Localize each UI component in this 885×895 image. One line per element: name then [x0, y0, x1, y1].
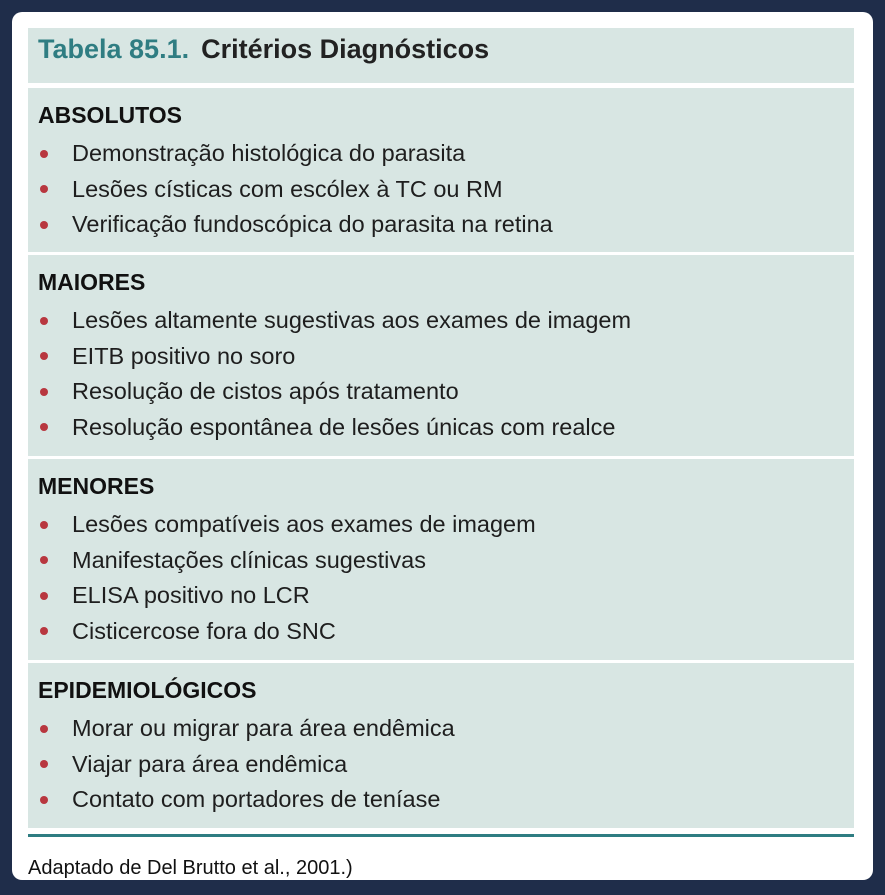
list-item	[38, 303, 854, 339]
bullet-icon	[40, 725, 48, 733]
list-item	[38, 747, 854, 783]
bullet-icon	[40, 760, 48, 768]
list-item-text: Viajar para área endêmica	[72, 750, 348, 777]
list-item-text: Demonstração histológica do parasita	[72, 140, 466, 167]
criteria-table	[28, 28, 854, 837]
table-number: Tabela 85.1.	[38, 34, 190, 64]
list-item	[38, 711, 854, 747]
table-bottom-rule	[28, 834, 854, 837]
list-item	[38, 136, 854, 172]
list-item	[38, 172, 854, 208]
section-heading: ABSOLUTOS	[38, 102, 182, 128]
list-item	[38, 614, 854, 650]
list-item	[38, 578, 854, 614]
list-item-text: Contato com portadores de teníase	[72, 786, 441, 813]
list-item	[38, 543, 854, 579]
list-item	[38, 507, 854, 543]
bullet-icon	[40, 627, 48, 635]
bullet-icon	[40, 221, 48, 229]
bullet-icon	[40, 352, 48, 360]
list-item-text: EITB positivo no soro	[72, 342, 296, 369]
bullet-icon	[40, 185, 48, 193]
list-item-text: Resolução espontânea de lesões únicas com realce	[72, 413, 616, 440]
bullet-icon	[40, 521, 48, 529]
table-title: Critérios Diagnósticos	[201, 34, 490, 64]
list-item-text: Manifestações clínicas sugestivas	[72, 546, 426, 573]
section-absolutos	[28, 88, 854, 255]
bullet-icon	[40, 150, 48, 158]
document-frame	[12, 12, 873, 880]
list-item	[38, 374, 854, 410]
section-heading: MAIORES	[38, 269, 146, 295]
list-item-text: Resolução de cistos após tratamento	[72, 378, 459, 405]
section-maiores	[28, 255, 854, 459]
list-item-text: Morar ou migrar para área endêmica	[72, 715, 455, 742]
list-item-text: Verificação fundoscópica do parasita na retina	[72, 211, 553, 238]
list-item-text: Lesões císticas com escólex à TC ou RM	[72, 175, 503, 202]
list-item	[38, 207, 854, 243]
list-item-text: Lesões altamente sugestivas aos exames de imagem	[72, 307, 632, 334]
list-item	[38, 410, 854, 446]
bullet-icon	[40, 423, 48, 431]
list-item-text: Lesões compatíveis aos exames de imagem	[72, 511, 536, 538]
section-heading: EPIDEMIOLÓGICOS	[38, 677, 257, 703]
list-item	[38, 782, 854, 818]
table-title-row	[28, 28, 854, 88]
list-item-text: ELISA positivo no LCR	[72, 582, 310, 609]
section-menores	[28, 459, 854, 663]
list-item-text: Cisticercose fora do SNC	[72, 617, 336, 644]
bullet-icon	[40, 388, 48, 396]
list-item	[38, 339, 854, 375]
bullet-icon	[40, 592, 48, 600]
table-source-note: Adaptado de Del Brutto et al., 2001.)	[28, 857, 353, 879]
section-epidemiologicos	[28, 663, 854, 828]
bullet-icon	[40, 317, 48, 325]
section-heading: MENORES	[38, 473, 155, 499]
bullet-icon	[40, 556, 48, 564]
bullet-icon	[40, 796, 48, 804]
